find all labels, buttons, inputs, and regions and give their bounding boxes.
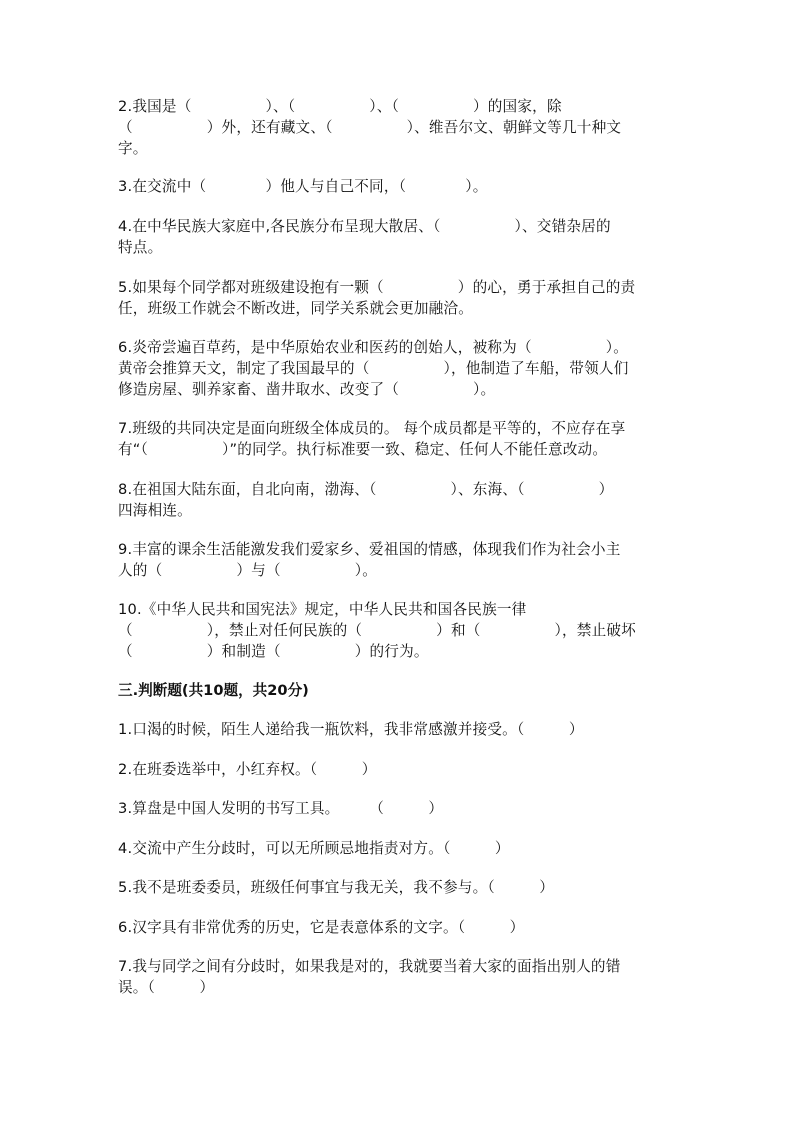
question-line: 误。（ ） [118,979,215,996]
question-line: （ ）和制造（ ）的行为。 [118,643,429,660]
question-line: 6.炎帝尝遍百草药，是中华原始农业和医药的创始人，被称为（ ）。 [118,339,629,356]
question-line: 9.丰富的课余生活能激发我们爱家乡、爱祖国的情感，体现我们作为社会小主 [118,541,621,558]
fill-question-10 [118,599,678,662]
fill-question-3 [118,176,678,197]
question-line: 有“（ ）”的同学。执行标准要一致、稳定、任何人不能任意改动。 [118,441,608,458]
question-line: 3.在交流中（ ）他人与自己不同，（ ）。 [118,178,488,195]
judge-question-4 [118,838,678,859]
question-line: 字。 [118,140,148,157]
section-title: 三.判断题(共10题，共20分) [118,682,309,699]
judge-question-1 [118,719,678,740]
question-line: 任，班级工作就会不断改进，同学关系就会更加融洽。 [118,300,474,317]
question-line: 四海相连。 [118,502,192,519]
question-line: （ ）外，还有藏文、（ ）、维吾尔文、朝鲜文等几十种文 [118,119,622,136]
judge-question-5 [118,877,678,898]
question-line: 黄帝会推算天文，制定了我国最早的（ ），他制造了车船，带领人们 [118,360,629,377]
fill-question-2 [118,96,678,159]
question-line: （ ），禁止对任何民族的（ ）和（ ），禁止破坏 [118,622,636,639]
question-line: 特点。 [118,239,163,256]
fill-question-8 [118,479,678,521]
question-line: 10.《中华人民共和国宪法》规定，中华人民共和国各民族一律 [118,601,527,618]
question-line: 8.在祖国大陆东面，自北向南，渤海、（ ）、东海、（ ） [118,481,614,498]
question-line: 2.在班委选举中，小红弃权。（ ） [118,761,377,778]
judge-question-6 [118,917,678,938]
fill-question-7 [118,418,678,460]
question-line: 1.口渴的时候，陌生人递给我一瓶饮料，我非常感激并接受。（ ） [118,721,584,738]
question-line: 5.如果每个同学都对班级建设抱有一颗（ ）的心，勇于承担自己的责 [118,279,636,296]
judge-question-3 [118,798,678,819]
question-line: 人的（ ）与（ ）。 [118,562,377,579]
question-line: 3.算盘是中国人发明的书写工具。 （ ） [118,800,444,817]
question-line: 7.班级的共同决定是面向班级全体成员的。 每个成员都是平等的，不应存在享 [118,420,626,437]
question-line: 修造房屋、驯养家畜、凿井取水、改变了（ ）。 [118,381,496,398]
question-line: 7.我与同学之间有分歧时，如果我是对的，我就要当着大家的面指出别人的错 [118,958,621,975]
question-line: 4.在中华民族大家庭中,各民族分布呈现大散居、（ ）、交错杂居的 [118,218,611,235]
fill-question-9 [118,539,678,581]
question-line: 5.我不是班委委员，班级任何事宜与我无关，我不参与。（ ） [118,879,555,896]
fill-question-6 [118,337,678,400]
question-line: 6.汉字具有非常优秀的历史，它是表意体系的文字。（ ） [118,919,525,936]
fill-question-4 [118,216,678,258]
question-line: 4.交流中产生分歧时，可以无所顾忌地指责对方。（ ） [118,840,510,857]
question-line: 2.我国是（ ）、（ ）、（ ）的国家，除 [118,98,562,115]
fill-question-5 [118,277,678,319]
judge-question-7 [118,956,678,998]
judge-question-2 [118,759,678,780]
